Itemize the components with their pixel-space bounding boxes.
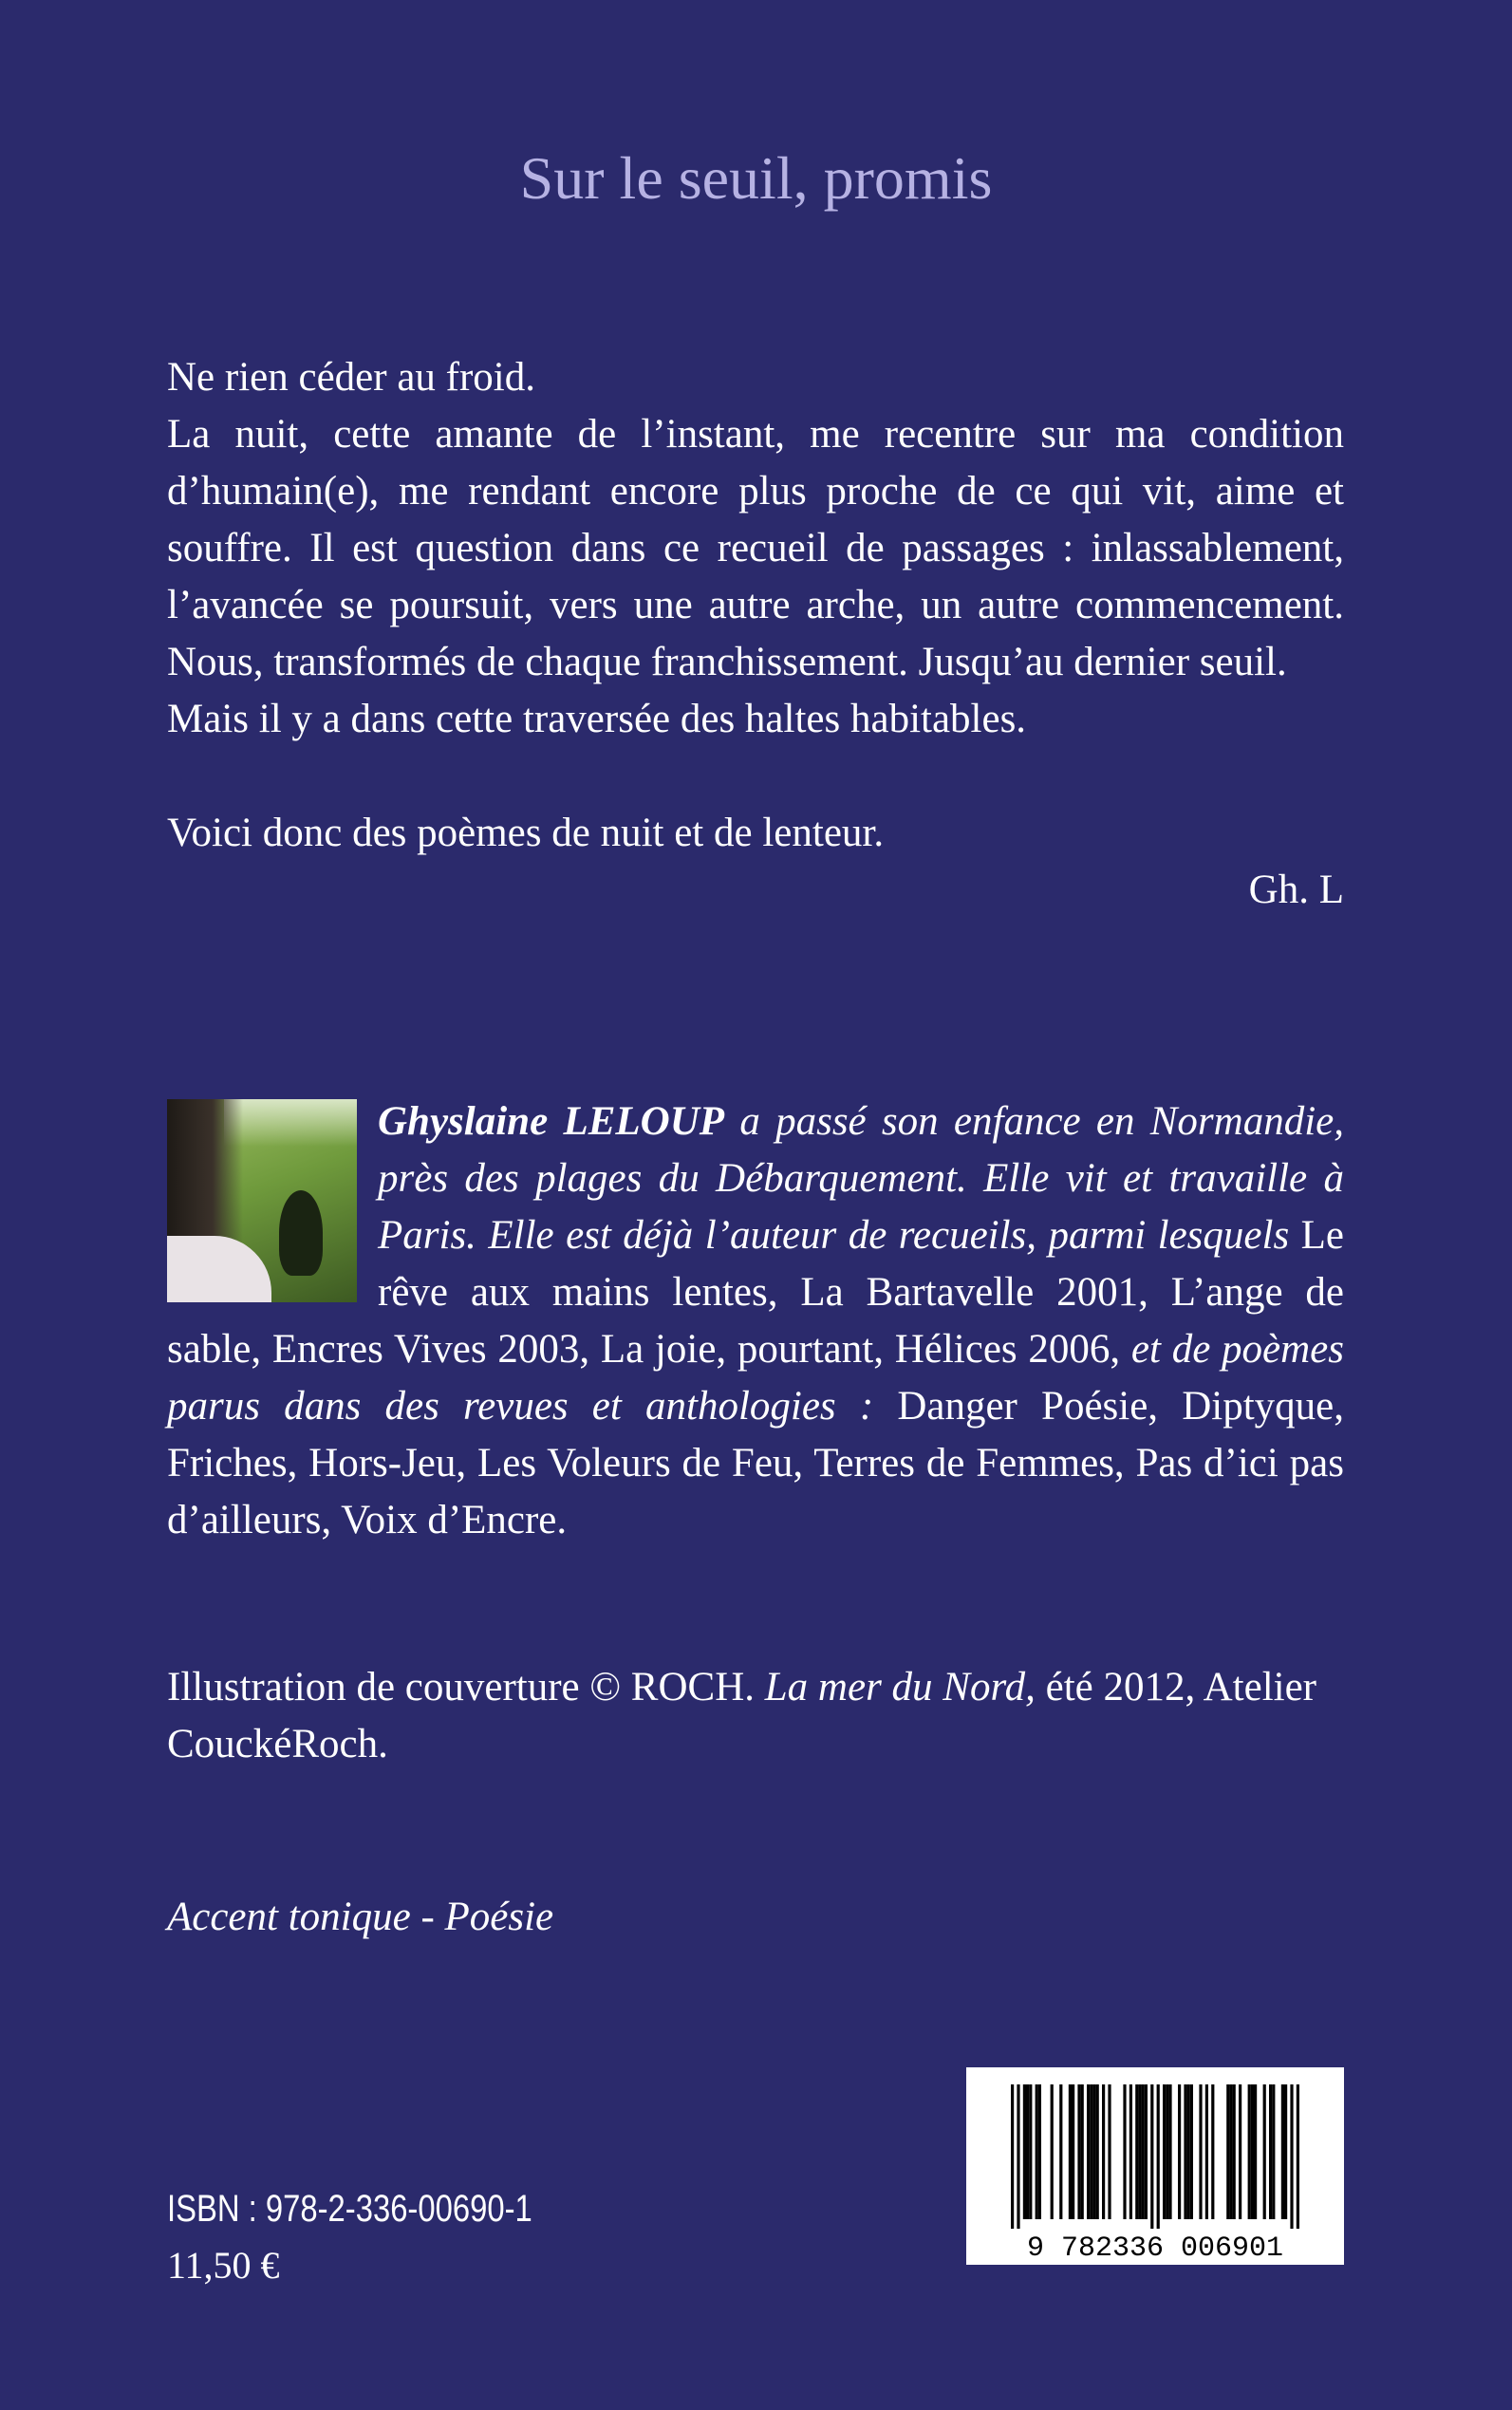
barcode-bar [1142, 2084, 1145, 2219]
barcode-bar [1150, 2084, 1153, 2229]
barcode-bar [1229, 2084, 1232, 2219]
barcode-bar [1205, 2084, 1208, 2219]
author-journals-intro: et de poèmes parus dans des revues et anthologies : [167, 1327, 1344, 1429]
barcode-bar [1108, 2084, 1111, 2219]
back-cover-blurb [167, 349, 1344, 919]
barcode-bar [1102, 2084, 1105, 2219]
barcode-bar [1145, 2084, 1148, 2219]
barcode-bar [1157, 2084, 1160, 2229]
barcode-bar [1138, 2084, 1141, 2219]
barcode-bar [1163, 2084, 1166, 2219]
barcode-bar [1092, 2084, 1095, 2219]
barcode-bar [1281, 2084, 1284, 2219]
barcode-bar [1284, 2084, 1287, 2219]
author-bio-italic: a passé son enfance en Normandie, près des plages du Débarquement. Elle vit et travaille à Paris. Elle est déjà l’auteur de recueils, parmi lesquels [378, 1099, 1344, 1258]
barcode-bar [1017, 2084, 1019, 2229]
barcode-bar [1059, 2084, 1062, 2219]
author-works: Le rêve aux mains lentes, La Bartavelle 2001, L’ange de sable, Encres Vives 2003, La joie, pourtant, Hélices 2006, [167, 1213, 1344, 1372]
blurb-paragraph: Ne rien céder au froid. [167, 355, 535, 400]
barcode-bar [1123, 2084, 1126, 2219]
barcode-bar [1077, 2084, 1080, 2219]
blurb-paragraph: Voici donc des poèmes de nuit et de lenteur. [167, 811, 885, 855]
barcode-bar [1251, 2084, 1254, 2219]
barcode-bar [1211, 2084, 1214, 2219]
barcode-bar [1187, 2084, 1190, 2219]
barcode-bar [1069, 2084, 1072, 2219]
author-signature: Gh. L [1248, 868, 1344, 912]
barcode-bar [1087, 2084, 1090, 2219]
barcode-bar [1263, 2084, 1266, 2219]
barcode-bar [1135, 2084, 1138, 2219]
barcode-bar [1248, 2084, 1251, 2219]
barcode-bar [1051, 2084, 1054, 2219]
barcode-bar [1297, 2084, 1299, 2229]
barcode-bar [1026, 2084, 1029, 2219]
barcode-bar [1239, 2084, 1241, 2219]
barcode-bar [1129, 2084, 1132, 2219]
isbn: ISBN : 978-2-336-00690-1 [167, 2188, 532, 2230]
barcode-bar [1168, 2084, 1171, 2219]
barcode-bar [1096, 2084, 1099, 2219]
book-title: Sur le seuil, promis [519, 144, 993, 212]
barcode-digits: 9 782336 006901 [1026, 2233, 1284, 2265]
blurb-paragraph: Mais il y a dans cette traversée des haltes habitables. [167, 697, 1027, 741]
barcode-bar [1038, 2084, 1041, 2219]
barcode-bar [1178, 2084, 1181, 2219]
barcode-bar [1199, 2084, 1202, 2219]
barcode-bar [1233, 2084, 1236, 2219]
barcode-bar [1029, 2084, 1032, 2219]
illustration-title: La mer du Nord, [764, 1665, 1036, 1709]
price: 11,50 € [167, 2244, 280, 2287]
barcode-bar [1036, 2084, 1038, 2219]
barcode-bar [1290, 2084, 1293, 2229]
author-photo [167, 1099, 357, 1302]
blurb-paragraph: La nuit, cette amante de l’instant, me recentre sur ma condition d’humain(e), me rendant encore plus proche de ce qui vit, aime et souffre. Il est question dans ce recueil de passages : inlassablement, l’avancée se poursuit, vers une autre arche, un autre commencement. Nous, transformés de chaque franchissement. Jusqu’au dernier seuil. [167, 412, 1344, 684]
barcode-bar [1072, 2084, 1074, 2219]
barcode-bar [1081, 2084, 1084, 2219]
barcode-bar [1254, 2084, 1257, 2219]
barcode-icon [966, 2067, 1344, 2265]
barcode-bar [1166, 2084, 1168, 2219]
barcode-bar [1011, 2084, 1014, 2229]
author-bio [167, 1093, 1344, 1549]
barcode [966, 2067, 1344, 2265]
barcode-bar [1090, 2084, 1092, 2219]
barcode-bar [1184, 2084, 1186, 2219]
barcode-bar [1190, 2084, 1193, 2219]
barcode-bar [1272, 2084, 1275, 2219]
author-journals: Danger Poésie, Diptyque, Friches, Hors-Jeu, Les Voleurs de Feu, Terres de Femmes, Pas d’ici pas d’ailleurs, Voix d’Encre. [167, 1384, 1344, 1542]
barcode-bar [1269, 2084, 1272, 2219]
barcode-bar [1226, 2084, 1229, 2219]
author-name: Ghyslaine LELOUP [378, 1099, 725, 1144]
cover-illustration-credit: Illustration de couverture © ROCH. La mer du Nord, été 2012, Atelier CouckéRoch. [167, 1665, 1317, 1766]
collection-name: Accent tonique - Poésie [167, 1895, 554, 1939]
barcode-bar [1023, 2084, 1026, 2219]
